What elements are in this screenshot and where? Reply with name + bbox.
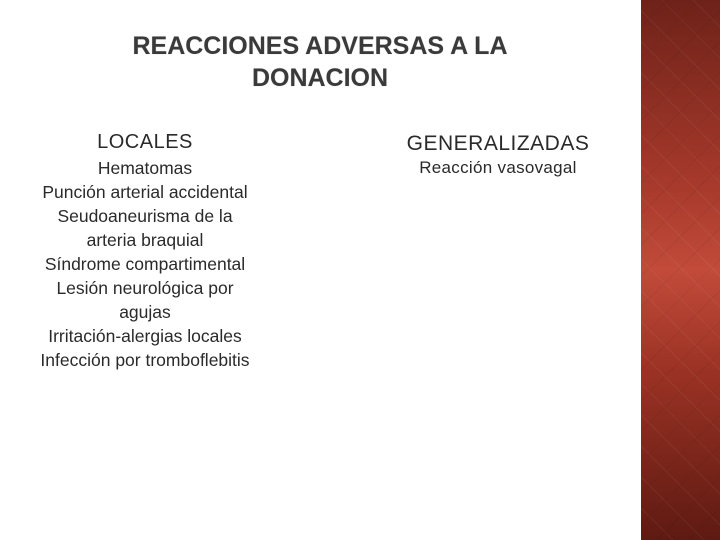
list-item: arteria braquial	[86, 230, 204, 250]
generalizadas-list	[378, 156, 618, 180]
locales-heading: LOCALES	[97, 131, 193, 153]
slide-title-line-1: REACCIONES ADVERSAS A LA	[132, 32, 508, 60]
slide-title	[60, 30, 580, 94]
slide-title-line-2: DONACION	[251, 64, 389, 92]
list-item: Infección por tromboflebitis	[40, 350, 250, 370]
list-item: Irritación-alergias locales	[48, 326, 242, 346]
list-item: Hematomas	[97, 158, 193, 178]
generalizadas-heading: GENERALIZADAS	[406, 132, 590, 155]
list-item: Punción arterial accidental	[42, 182, 248, 202]
locales-column	[10, 128, 280, 372]
locales-list	[10, 156, 280, 372]
list-item: agujas	[119, 302, 171, 322]
generalizadas-column	[378, 130, 618, 180]
list-item: Reacción vasovagal	[419, 158, 577, 177]
list-item: Lesión neurológica por	[56, 278, 234, 298]
decorative-side-bar	[641, 0, 720, 540]
list-item: Síndrome compartimental	[44, 254, 246, 274]
list-item: Seudoaneurisma de la	[57, 206, 233, 226]
